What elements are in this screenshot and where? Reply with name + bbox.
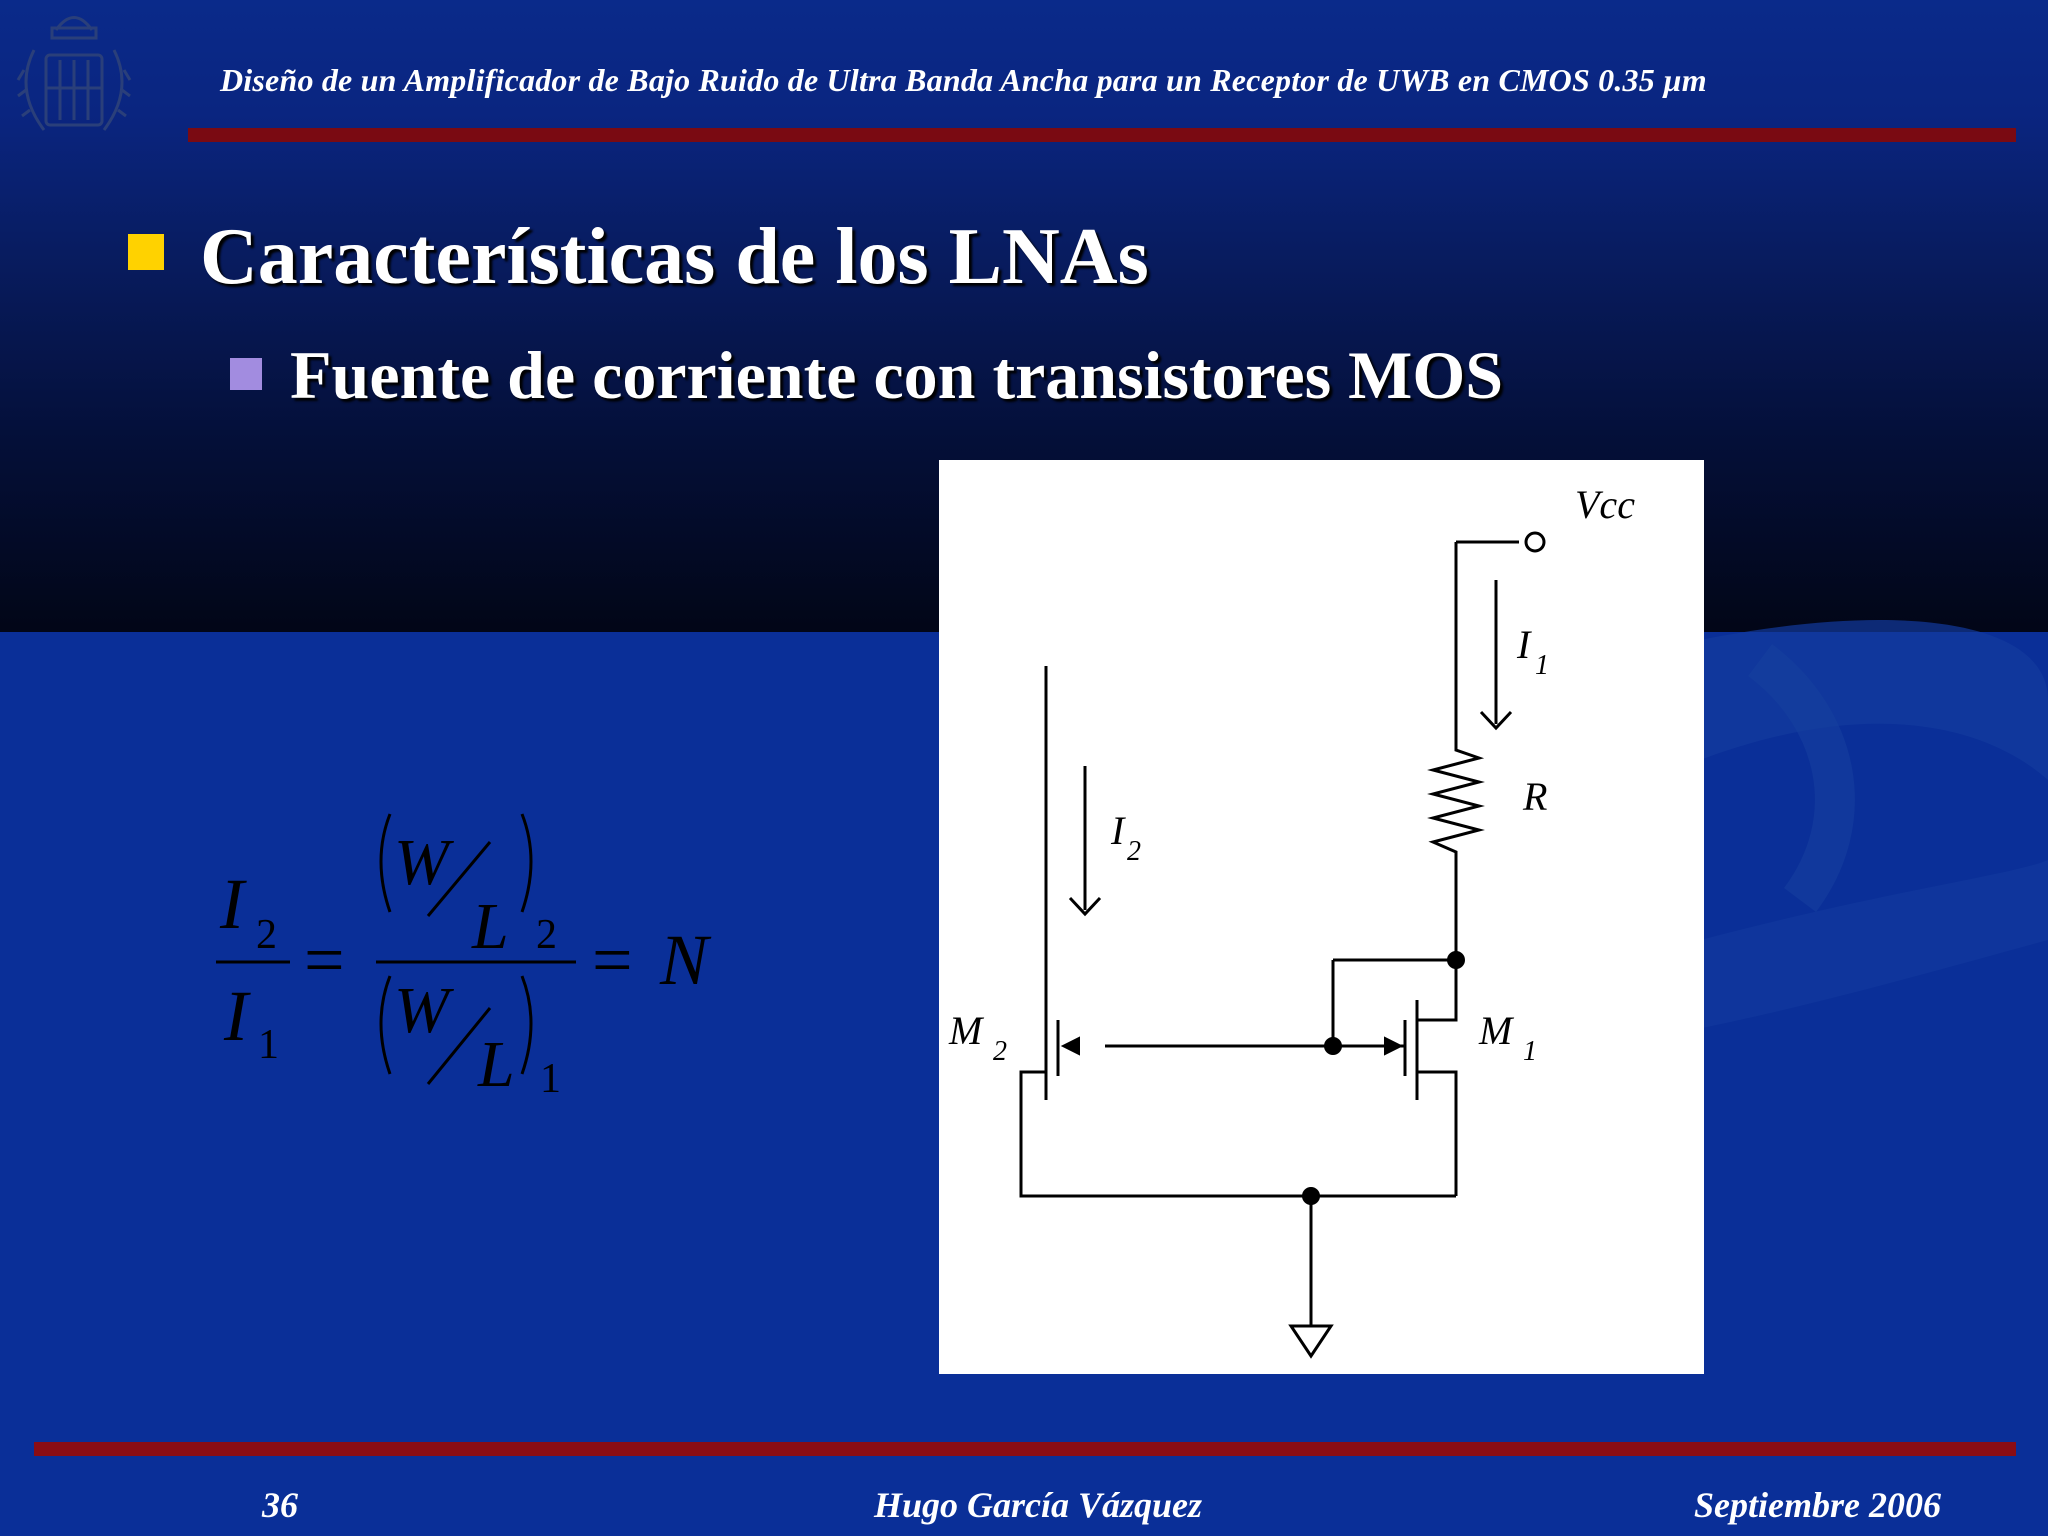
vcc-label: Vcc [1575, 482, 1635, 527]
university-crest-logo [4, 0, 144, 150]
i1-label: I [1517, 622, 1531, 667]
header-divider [188, 128, 2016, 142]
formula-i1-sub: 1 [258, 1022, 279, 1068]
page-number: 36 [262, 1485, 298, 1525]
current-mirror-schematic [939, 460, 1704, 1374]
m1-label: M [1479, 1008, 1513, 1053]
m2-label: M [949, 1008, 983, 1053]
bullet-level2-text: Fuente de corriente con transistores MOS [290, 337, 1504, 413]
m2-sub: 2 [993, 1036, 1007, 1067]
formula-l-num: L [472, 890, 509, 963]
m1-sub: 1 [1523, 1036, 1537, 1067]
current-ratio-formula [200, 800, 760, 1120]
formula-n: N [660, 920, 709, 1000]
formula-l-den: L [478, 1028, 515, 1101]
i2-label: I [1111, 808, 1125, 853]
i2-sub: 2 [1127, 836, 1141, 867]
formula-i1: I [224, 976, 248, 1056]
formula-num-sub: 2 [536, 912, 557, 958]
formula-den-sub: 1 [540, 1056, 561, 1102]
header-title: Diseño de un Amplificador de Bajo Ruido de Ultra Banda Ancha para un Receptor de UWB en CMOS 0.35 µm [220, 62, 1707, 98]
formula-eq1: = [304, 920, 345, 1000]
bullet-square-level2 [230, 358, 262, 390]
formula-w-num: W [394, 826, 449, 899]
bullet-level1-text: Características de los LNAs [200, 213, 1149, 301]
footer-author: Hugo García Vázquez [874, 1485, 1203, 1525]
formula-i2-sub: 2 [256, 912, 277, 958]
r-label: R [1523, 774, 1548, 819]
footer-date: Septiembre 2006 [1694, 1485, 1941, 1525]
i1-sub: 1 [1535, 650, 1549, 681]
formula-eq2: = [592, 920, 633, 1000]
formula-i2: I [220, 864, 244, 944]
bullet-square-level1 [128, 234, 164, 270]
formula-w-den: W [394, 974, 449, 1047]
footer-divider [34, 1442, 2016, 1456]
